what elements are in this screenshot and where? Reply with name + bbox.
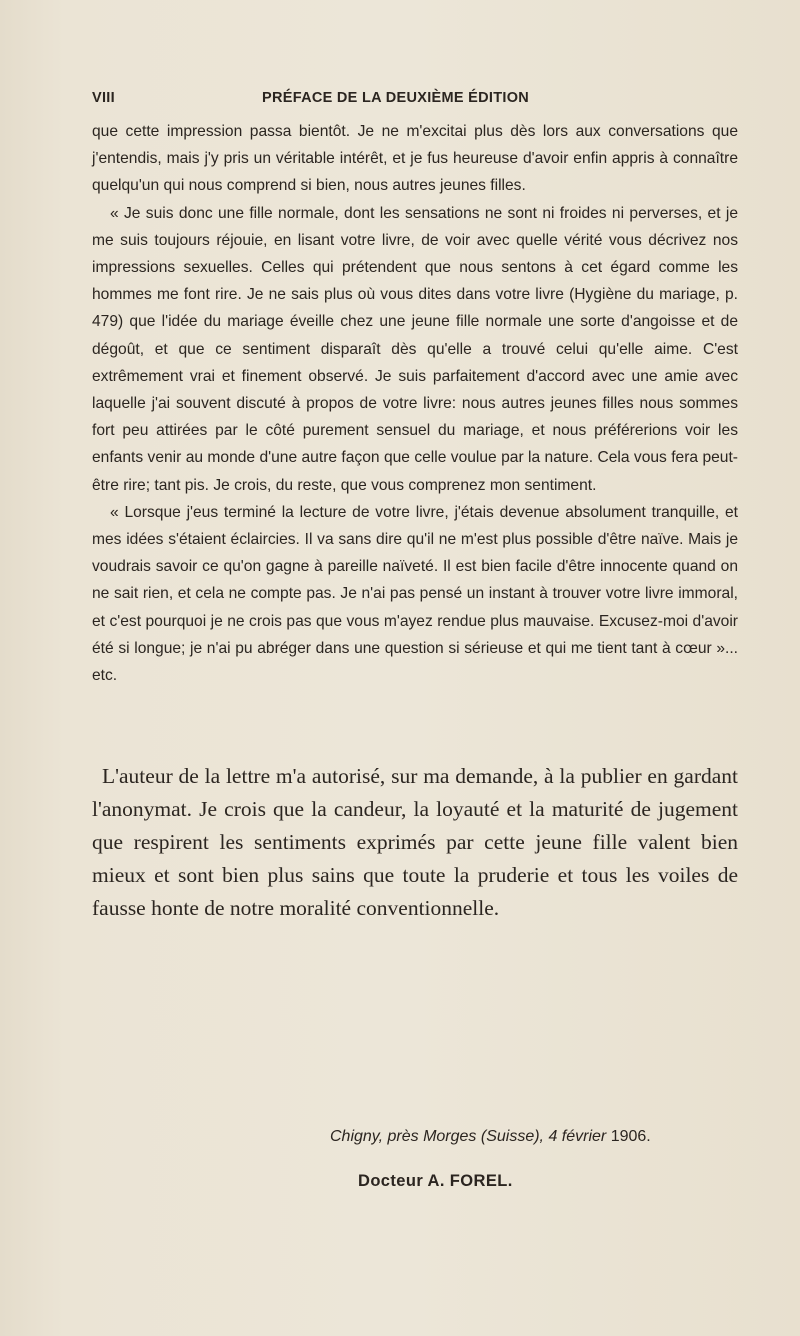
dateline-year: 1906. (610, 1128, 651, 1145)
author-commentary (92, 760, 738, 925)
letter-paragraph-1: que cette impression passa bientôt. Je ne m'excitai plus dès lors aux conversations que j'entendis, mais j'y pris un véritable intérêt, et je fus heureuse d'avoir enfin appris à connaître quelqu'un qui nous comprend si bien, nous autres jeunes filles. (92, 123, 738, 195)
quoted-letter (92, 118, 738, 689)
signature: Docteur A. FOREL. (358, 1172, 513, 1190)
closing-paragraph: L'auteur de la lettre m'a autorisé, sur ma demande, à la publier en gardant l'anonymat. Je crois que la candeur, la loyauté et la maturité de jugement que respirent les sentiments exprimés par cette jeune fille valent bien mieux et sont bien plus sains que toute la pruderie et tous les voiles de fausse honte de notre moralité conventionnelle. (92, 764, 738, 920)
dateline (330, 1128, 750, 1146)
running-header (92, 90, 576, 110)
dateline-place: Chigny, près Morges (Suisse), 4 février (330, 1128, 607, 1145)
letter-paragraph-2: « Je suis donc une fille normale, dont les sensations ne sont ni froides ni perverses, et je me suis toujours réjouie, en lisant votre livre, de voir avec quelle vérité vous décrivez nos impressions sexuelles. Celles qui prétendent que nous sentons à cet égard comme les hommes me font rire. Je ne sais plus où vous dites dans votre livre (Hygiène du mariage, p. 479) que l'idée du mariage éveille chez une jeune fille normale une sorte d'angoisse et de dégoût, et que ce sentiment disparaît dès qu'elle a trouvé celui qu'elle aime. C'est extrêmement vrai et finement observé. Je suis parfaitement d'accord avec une amie avec laquelle j'ai souvent discuté à propos de votre livre: nous autres jeunes filles nous sommes fort peu attirées par le côté purement sensuel du mariage, et nous préférerions voir les enfants venir au monde d'une autre façon que celle voulue par la nature. Cela vous fera peut-être rire; tant pis. Je crois, du reste, que vous comprenez mon sentiment. (92, 204, 738, 494)
running-title: PRÉFACE DE LA DEUXIÈME ÉDITION (262, 90, 530, 106)
letter-paragraph-3: « Lorsque j'eus terminé la lecture de votre livre, j'étais devenue absolument tranquille, et mes idées s'étaient éclaircies. Il va sans dire qu'il ne m'est plus possible d'être naïve. Mais je voudrais savoir ce qu'on gagne à pareille naïveté. Il est bien facile d'être innocente quand on ne sait rien, et cela ne compte pas. Je n'ai pas pensé un instant à trouver votre livre immoral, et c'est pourquoi je ne crois pas que vous m'ayez rendue plus mauvaise. Excusez-moi d'avoir été si longue; je n'ai pu abréger dans une question si sérieuse et qui me tient tant à cœur »... etc. (92, 503, 738, 685)
page-number: VIII (92, 90, 115, 106)
